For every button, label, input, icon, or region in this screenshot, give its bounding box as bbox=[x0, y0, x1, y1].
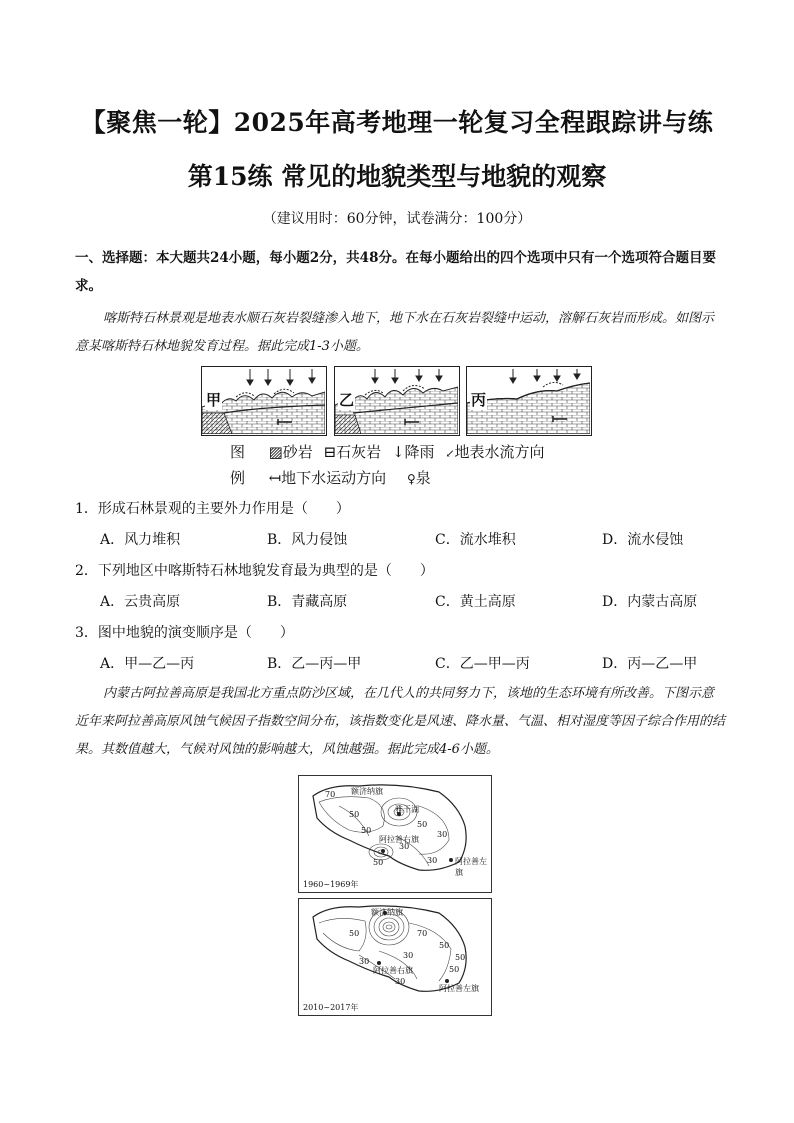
legend-rainfall bbox=[392, 443, 435, 461]
map1-contour-5: 30 bbox=[437, 830, 448, 839]
map2-contour-4: 30 bbox=[359, 957, 370, 966]
q3-option-c: C．乙—甲—丙 bbox=[435, 656, 530, 672]
legend-limestone bbox=[324, 443, 382, 461]
map1-place-youqi: 阿拉善右旗 bbox=[379, 835, 419, 844]
panel-label-yi: 乙 bbox=[339, 391, 355, 409]
question-2-stem: 2．下列地区中喀斯特石林地貌发育最为典型的是（ ） bbox=[75, 563, 434, 579]
map1-contour-3: 50 bbox=[417, 820, 428, 829]
limestone-icon: ⊟ bbox=[323, 443, 337, 461]
map2-place-ejina: 额济纳旗 bbox=[371, 908, 403, 917]
legend-sandstone bbox=[269, 443, 313, 461]
passage-2: 内蒙古阿拉善高原是我国北方重点防沙区域，在几代人的共同努力下，该地的生态环境有所改善。下图示意近年来阿拉善高原风蚀气候因子指数空间分布，该指数变化是风速、降水量、气温、相对湿度等因子综合作用的结果。其数值越大，气候对风蚀的影响越大，风蚀越强。据此完成4-6小题。 bbox=[75, 686, 726, 757]
passage-1: 喀斯特石林景观是地表水顺石灰岩裂缝渗入地下，地下水在石灰岩裂缝中运动，溶解石灰岩而形成。如图示意某喀斯特石林地貌发育过程。据此完成1-3小题。 bbox=[75, 311, 715, 354]
map2-contour-0: 50 bbox=[349, 929, 360, 938]
legend-groundwater-label: 地下水运动方向 bbox=[281, 469, 387, 487]
panel-label-bing: 丙 bbox=[471, 391, 487, 409]
surface-flow-icon: ↙ bbox=[445, 447, 455, 460]
map1-place-yagan: 雅干湖 bbox=[395, 805, 419, 814]
q3-option-a: A．甲—乙—丙 bbox=[100, 656, 195, 672]
panel-label-jia: 甲 bbox=[206, 391, 222, 409]
subtitle: （建议用时：60分钟，试卷满分：100分） bbox=[262, 211, 532, 227]
map2-contour-5: 50 bbox=[455, 953, 466, 962]
map2-contour-6: 50 bbox=[449, 965, 460, 974]
lesson-title: 第15练 常见的地貌类型与地貌的观察 bbox=[187, 162, 607, 191]
map2-place-zuoqi: 阿拉善左旗 bbox=[439, 984, 479, 993]
map1-place-zuoqi: 阿拉善左旗 bbox=[455, 857, 487, 877]
legend-prefix-top: 图 bbox=[230, 443, 246, 461]
map2-contour-7: 30 bbox=[395, 977, 406, 986]
groundwater-arrow-icon: ↤ bbox=[268, 469, 282, 487]
panel-jia bbox=[201, 366, 327, 436]
rain-arrow-icon: ↓ bbox=[391, 443, 405, 461]
q3-option-b: B．乙—丙—甲 bbox=[267, 656, 362, 672]
map1-period: 1960~1969年 bbox=[303, 880, 359, 889]
spring-icon: ♀ bbox=[406, 472, 416, 486]
map-1960s bbox=[298, 775, 492, 893]
map2-contour-1: 70 bbox=[417, 929, 428, 938]
q1-option-a: A．风力堆积 bbox=[100, 532, 181, 548]
q2-option-c: C．黄土高原 bbox=[435, 594, 516, 610]
legend-prefix-bottom: 例 bbox=[230, 469, 246, 487]
legend-row-1 bbox=[230, 441, 551, 462]
map1-contour-7: 30 bbox=[427, 856, 438, 865]
question-1-stem: 1．形成石林景观的主要外力作用是（ ） bbox=[75, 501, 350, 517]
legend-spring bbox=[407, 469, 431, 487]
legend-surface-flow bbox=[445, 443, 544, 461]
legend-rainfall-label: 降雨 bbox=[404, 443, 435, 461]
legend-spring-label: 泉 bbox=[415, 469, 431, 487]
map1-contour-0: 70 bbox=[325, 790, 336, 799]
panel-yi bbox=[334, 366, 460, 436]
map2-contour-2: 50 bbox=[439, 941, 450, 950]
map1-contour-4: 50 bbox=[373, 858, 384, 867]
map2-contour-3: 30 bbox=[403, 951, 414, 960]
legend-row-2 bbox=[230, 467, 437, 488]
legend-groundwater bbox=[269, 469, 387, 487]
map1-contour-6: 30 bbox=[399, 842, 410, 851]
header-title: 【聚焦一轮】2025年高考地理一轮复习全程跟踪讲与练 bbox=[80, 108, 714, 137]
map2-place-youqi: 阿拉善右旗 bbox=[373, 966, 413, 975]
q2-option-b: B．青藏高原 bbox=[267, 594, 348, 610]
legend-sandstone-label: 砂岩 bbox=[282, 443, 313, 461]
q2-option-d: D．内蒙古高原 bbox=[602, 594, 698, 610]
map-2010s bbox=[298, 898, 492, 1016]
question-3-stem: 3．图中地貌的演变顺序是（ ） bbox=[75, 625, 294, 641]
map1-place-ejina: 额济纳旗 bbox=[351, 787, 383, 796]
legend-surface-flow-label: 地表水流方向 bbox=[454, 443, 545, 461]
map1-contour-2: 50 bbox=[361, 826, 372, 835]
sandstone-icon: ▨ bbox=[268, 443, 283, 461]
q1-option-c: C．流水堆积 bbox=[435, 532, 516, 548]
q1-option-d: D．流水侵蚀 bbox=[602, 532, 684, 548]
panel-bing bbox=[466, 366, 592, 436]
q1-option-b: B．风力侵蚀 bbox=[267, 532, 348, 548]
section-instructions: 一、选择题：本大题共24小题，每小题2分，共48分。在每小题给出的四个选项中只有一个选项符合题目要求。 bbox=[75, 250, 716, 294]
q2-option-a: A．云贵高原 bbox=[100, 594, 181, 610]
map1-contour-1: 50 bbox=[349, 810, 360, 819]
legend-limestone-label: 石灰岩 bbox=[336, 443, 382, 461]
map2-period: 2010~2017年 bbox=[303, 1003, 359, 1012]
q3-option-d: D．丙—乙—甲 bbox=[602, 656, 698, 672]
